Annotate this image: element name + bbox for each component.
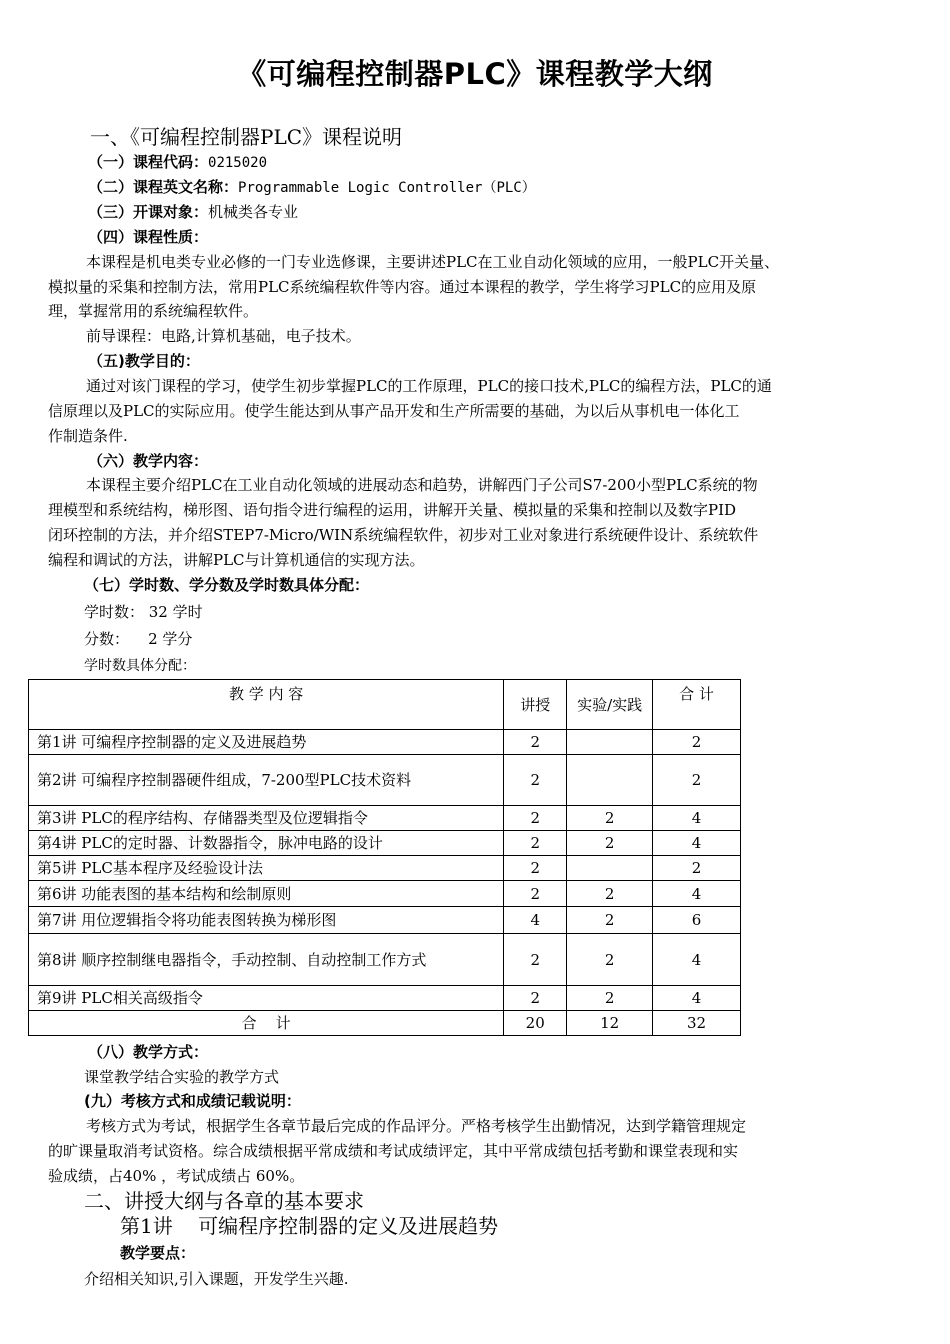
assessment-line-3: 验成绩，占40% ，考试成绩占 60%。 bbox=[48, 1167, 305, 1185]
table-row bbox=[29, 806, 741, 831]
row-total: 4 bbox=[653, 881, 741, 907]
row-lecture: 2 bbox=[504, 881, 567, 907]
table-row bbox=[29, 934, 741, 986]
table-row bbox=[29, 755, 741, 806]
table-row bbox=[29, 907, 741, 934]
section1-heading: 一、《可编程控制器PLC》课程说明 bbox=[90, 125, 403, 149]
row-lecture: 2 bbox=[504, 831, 567, 856]
row-lecture: 2 bbox=[504, 856, 567, 881]
header-lecture: 讲授 bbox=[504, 680, 567, 730]
credits: 分数： 2 学分 bbox=[84, 630, 193, 648]
nature-label: （四）课程性质： bbox=[88, 228, 209, 246]
content-line-4: 编程和调试的方法，讲解PLC与计算机通信的实现方法。 bbox=[48, 551, 425, 569]
purpose-label: （五)教学目的： bbox=[88, 352, 200, 370]
audience-label: （三）开课对象： bbox=[88, 203, 209, 221]
table-row bbox=[29, 856, 741, 881]
total-sum: 32 bbox=[653, 1011, 741, 1036]
section2-heading: 二、讲授大纲与各章的基本要求 bbox=[84, 1189, 364, 1213]
page-title: 《可编程控制器PLC》课程教学大纲 bbox=[237, 57, 713, 91]
audience-value: 机械类各专业 bbox=[208, 203, 299, 221]
row-total: 4 bbox=[653, 986, 741, 1011]
english-name bbox=[88, 176, 536, 199]
lecture1-heading: 第1讲 可编程序控制器的定义及进展趋势 bbox=[120, 1214, 499, 1238]
header-total: 合 计 bbox=[653, 680, 741, 730]
row-topic: 第8讲 顺序控制继电器指令，手动控制、自动控制工作方式 bbox=[29, 934, 504, 986]
content-line-1: 本课程主要介绍PLC在工业自动化领域的进展动态和趋势，讲解西门子公司S7-200小型PLC系统的物 bbox=[86, 476, 758, 494]
nature-line-3: 理，掌握常用的系统编程软件。 bbox=[48, 302, 259, 320]
audience bbox=[88, 201, 298, 223]
table-row bbox=[29, 831, 741, 856]
row-lecture: 2 bbox=[504, 934, 567, 986]
prerequisite-line: 前导课程：电路,计算机基础，电子技术。 bbox=[86, 327, 361, 345]
header-lab: 实验/实践 bbox=[567, 680, 653, 730]
method-text: 课堂教学结合实验的教学方式 bbox=[84, 1068, 280, 1086]
total-label: 合 计 bbox=[29, 1011, 504, 1036]
row-total: 2 bbox=[653, 856, 741, 881]
row-topic: 第6讲 功能表图的基本结构和绘制原则 bbox=[29, 881, 504, 907]
hours-label: （七）学时数、学分数及学时数具体分配： bbox=[84, 576, 370, 594]
row-lab: 2 bbox=[567, 806, 653, 831]
english-name-label: （二）课程英文名称： bbox=[88, 178, 239, 196]
nature-line-2: 模拟量的采集和控制方法，常用PLC系统编程软件等内容。通过本课程的教学，学生将学习PLC的应用及原 bbox=[48, 278, 757, 296]
row-lecture: 4 bbox=[504, 907, 567, 934]
row-total: 2 bbox=[653, 730, 741, 755]
row-topic: 第4讲 PLC的定时器、计数器指令，脉冲电路的设计 bbox=[29, 831, 504, 856]
total-hours: 学时数： 32 学时 bbox=[84, 603, 203, 621]
course-code-value: 0215020 bbox=[208, 155, 268, 171]
breakdown-label: 学时数具体分配： bbox=[84, 658, 196, 674]
row-lab: 2 bbox=[567, 986, 653, 1011]
row-lab bbox=[567, 730, 653, 755]
english-name-value: Programmable Logic Controller（PLC） bbox=[238, 180, 536, 196]
content-line-3: 闭环控制的方法，并介绍STEP7-Micro/WIN系统编程软件，初步对工业对象进行系统硬件设计、系统软件 bbox=[48, 526, 759, 544]
row-topic: 第7讲 用位逻辑指令将功能表图转换为梯形图 bbox=[29, 907, 504, 934]
content-line-2: 理模型和系统结构，梯形图、语句指令进行编程的运用，讲解开关量、模拟量的采集和控制以及数字PID bbox=[48, 501, 737, 519]
content-label: （六）教学内容： bbox=[88, 452, 209, 470]
purpose-line-3: 作制造条件. bbox=[48, 427, 128, 445]
method-label: （八）教学方式： bbox=[88, 1043, 209, 1061]
nature-line-1: 本课程是机电类专业必修的一门专业选修课，主要讲述PLC在工业自动化领域的应用，一般PLC开关量、 bbox=[86, 253, 780, 271]
table-row bbox=[29, 730, 741, 755]
table-total-row bbox=[29, 1011, 741, 1036]
assessment-line-1: 考核方式为考试，根据学生各章节最后完成的作品评分。严格考核学生出勤情况，达到学籍管理规定 bbox=[86, 1117, 747, 1135]
row-topic: 第9讲 PLC相关高级指令 bbox=[29, 986, 504, 1011]
table-row bbox=[29, 986, 741, 1011]
row-lecture: 2 bbox=[504, 986, 567, 1011]
row-lab: 2 bbox=[567, 881, 653, 907]
hours-table bbox=[28, 679, 741, 1036]
table-row bbox=[29, 881, 741, 907]
header-content: 教 学 内 容 bbox=[29, 680, 504, 730]
row-total: 4 bbox=[653, 831, 741, 856]
row-lab bbox=[567, 856, 653, 881]
row-total: 4 bbox=[653, 934, 741, 986]
table-header-row bbox=[29, 680, 741, 730]
row-lecture: 2 bbox=[504, 730, 567, 755]
row-lab: 2 bbox=[567, 831, 653, 856]
purpose-line-1: 通过对该门课程的学习，使学生初步掌握PLC的工作原理，PLC的接口技术,PLC的编程方法，PLC的通 bbox=[86, 377, 772, 395]
course-code-label: （一）课程代码： bbox=[88, 153, 209, 171]
assessment-label: (九）考核方式和成绩记载说明： bbox=[84, 1092, 301, 1110]
row-lab bbox=[567, 755, 653, 806]
assessment-line-2: 的旷课量取消考试资格。综合成绩根据平常成绩和考试成绩评定，其中平常成绩包括考勤和课堂表现和实 bbox=[48, 1142, 739, 1160]
row-topic: 第3讲 PLC的程序结构、存储器类型及位逻辑指令 bbox=[29, 806, 504, 831]
row-lab: 2 bbox=[567, 907, 653, 934]
row-lecture: 2 bbox=[504, 806, 567, 831]
row-total: 2 bbox=[653, 755, 741, 806]
row-topic: 第2讲 可编程序控制器硬件组成，7-200型PLC技术资料 bbox=[29, 755, 504, 806]
key-points-text: 介绍相关知识,引入课题，开发学生兴趣. bbox=[84, 1270, 349, 1288]
total-lab: 12 bbox=[567, 1011, 653, 1036]
row-topic: 第1讲 可编程序控制器的定义及进展趋势 bbox=[29, 730, 504, 755]
row-topic: 第5讲 PLC基本程序及经验设计法 bbox=[29, 856, 504, 881]
row-lab: 2 bbox=[567, 934, 653, 986]
total-lecture: 20 bbox=[504, 1011, 567, 1036]
row-total: 6 bbox=[653, 907, 741, 934]
row-total: 4 bbox=[653, 806, 741, 831]
course-code bbox=[88, 151, 267, 174]
key-points-label: 教学要点： bbox=[120, 1244, 196, 1262]
purpose-line-2: 信原理以及PLC的实际应用。使学生能达到从事产品开发和生产所需要的基础，为以后从事机电一体化工 bbox=[48, 402, 740, 420]
row-lecture: 2 bbox=[504, 755, 567, 806]
